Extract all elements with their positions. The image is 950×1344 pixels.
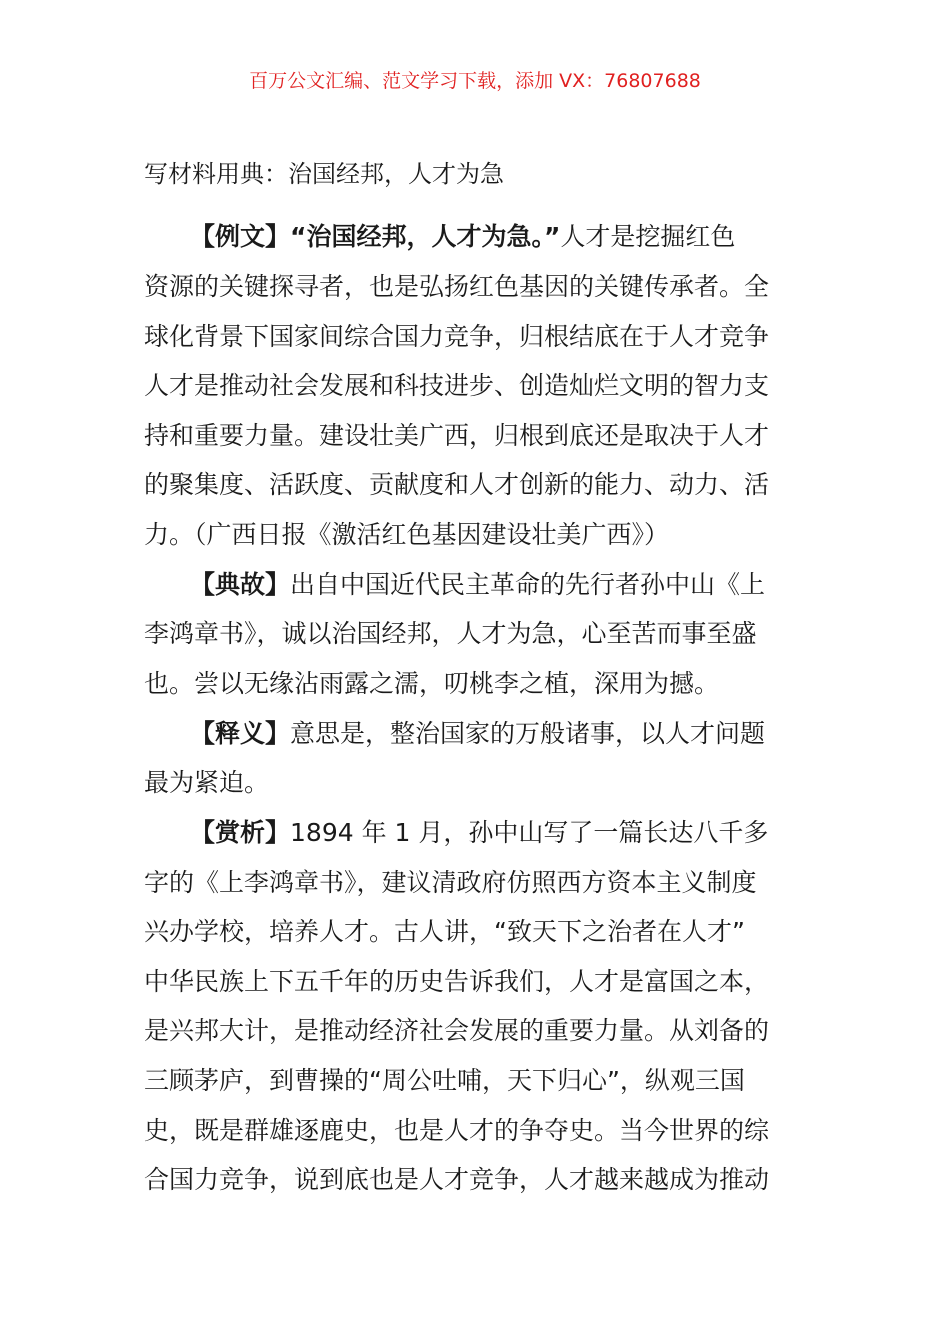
analysis-label: 【赏析】 [190, 818, 291, 847]
analysis-line-8: 合国力竞争，说到底也是人才竞争，人才越来越成为推动 [144, 1165, 770, 1194]
example-line-1 [190, 218, 814, 256]
meaning-label: 【释义】 [190, 719, 291, 748]
promo-header: 百万公文汇编、范文学习下载，添加 VX：76807688 [249, 70, 701, 92]
analysis-line-6: 三顾茅庐，到曹操的“周公吐哺，天下归心”，纵观三国 [144, 1066, 745, 1095]
meaning-line-1-text: 意思是，整治国家的万般诸事，以人才问题 [290, 719, 766, 748]
example-label: 【例文】 [190, 222, 291, 251]
analysis-line-3: 兴办学校，培养人才。古人讲，“致天下之治者在人才” [144, 917, 745, 946]
example-line-3: 球化背景下国家间综合国力竞争，归根结底在于人才竞争 [144, 322, 770, 351]
analysis-line-4: 中华民族上下五千年的历史告诉我们，人才是富国之本， [144, 967, 770, 996]
allusion-line-1-text: 出自中国近代民主革命的先行者孙中山《上 [290, 570, 766, 599]
analysis-line-2: 字的《上李鸿章书》，建议清政府仿照西方资本主义制度 [144, 868, 757, 897]
example-line-2: 资源的关键探寻者，也是弘扬红色基因的关键传承者。全 [144, 272, 770, 301]
example-quote: “治国经邦，人才为急。” [290, 222, 561, 251]
meaning-line-2: 最为紧迫。 [144, 768, 270, 797]
allusion-line-2: 李鸿章书》，诚以治国经邦，人才为急，心至苦而事至盛 [144, 619, 757, 648]
example-line-4: 人才是推动社会发展和科技进步、创造灿烂文明的智力支 [144, 371, 770, 400]
allusion-line-3: 也。尝以无缘沾雨露之濡，叨桃李之植，深用为撼。 [144, 669, 720, 698]
meaning-line-1 [190, 715, 814, 753]
allusion-label: 【典故】 [190, 570, 291, 599]
analysis-line-7: 史，既是群雄逐鹿史，也是人才的争夺史。当今世界的综 [144, 1116, 770, 1145]
allusion-line-1 [190, 566, 814, 604]
article-title: 写材料用典：治国经邦，人才为急 [144, 160, 504, 188]
example-line-1-text: 人才是挖掘红色 [560, 222, 736, 251]
example-line-5: 持和重要力量。建设壮美广西，归根到底还是取决于人才 [144, 421, 770, 450]
analysis-line-1 [190, 814, 814, 852]
example-line-6: 的聚集度、活跃度、贡献度和人才创新的能力、动力、活 [144, 470, 770, 499]
analysis-line-5: 是兴邦大计，是推动经济社会发展的重要力量。从刘备的 [144, 1016, 770, 1045]
example-line-7: 力。（广西日报《激活红色基因建设壮美广西》） [144, 520, 670, 549]
analysis-line-1-text: 1894 年 1 月，孙中山写了一篇长达八千多 [290, 818, 769, 847]
